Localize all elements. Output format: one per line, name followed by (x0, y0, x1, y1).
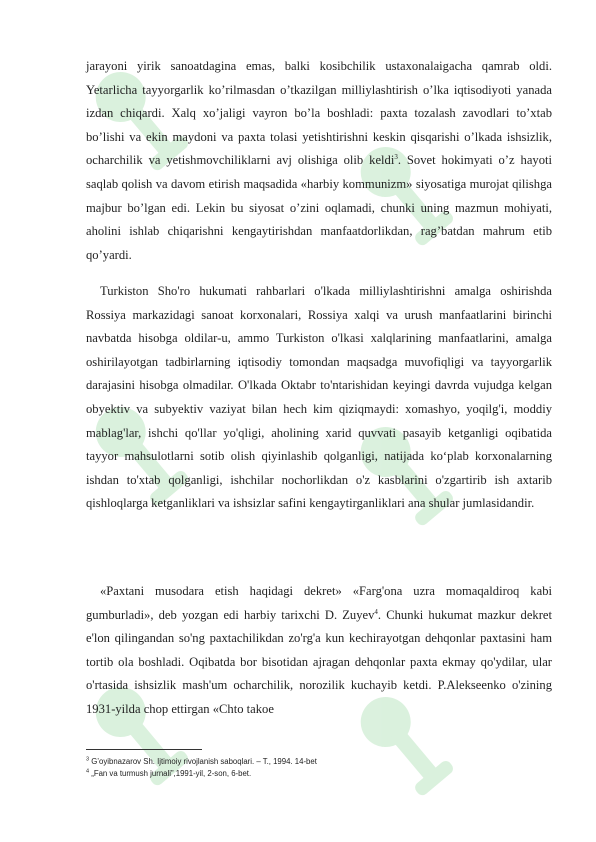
footnote-3 (86, 756, 552, 768)
paragraph-1 (86, 55, 552, 267)
footnote-4-number: 4 (86, 768, 90, 775)
paragraph-1-text: jarayoni yirik sanoatdagina emas, balki kosibchilik ustaxonalaigacha qamrab oldi. Yetarlicha tayyorgarlik ko’rilmasdan o’tkazilgan milliylashtirish o’lka iqtisodiyoti yanada izdan chiqardi. Xalq xo’jaligi vayron bo’la boshladi: paxta tozalash zavodlari to’xtab bo’lishi va ekin maydoni va paxta tolasi yetishtirishni keskin qisqarishi o’lkada ishsizlik, ocharchilik va yetishmovchiliklarni avj olishiga olib keldi (86, 59, 552, 168)
footnote-4 (86, 768, 552, 780)
footnote-divider (86, 749, 202, 750)
paragraph-3 (86, 580, 552, 722)
footnote-4-text: „Fan va turmush jurnali”,1991-yil, 2-son, 6-bet. (91, 769, 252, 778)
paragraph-1-text-after: . Sovet hokimyati o’z hayoti saqlab qolish va davom etirish maqsadida «harbiy kommunizm» siyosatiga murojat qilishga majbur bo’lgan edi. Lekin bu siyosat o’zini oqlamadi, chunki uning mazmun mohiyati, aholini ishlab chiqarishni kengaytirishdan manfaatdorlikdan, rag’batdan mahrum etib qo’yardi. (86, 153, 552, 262)
paragraph-2 (86, 280, 552, 516)
paragraph-3-text-after: . Chunki hukumat mazkur dekret e'lon qilingandan so'ng paxtachilikdan zo'rg'a kun kechirayotgan dehqonlar paxtasini ham tortib ola boshladi. Oqibatda bor bisotidan ajragan dehqonlar paxta ekmay qo'ydilar, ular o'rtasida ishsizlik mash'um ocharchilik, norozilik kuchayib ketdi. P.Alekseenko o'zining 1931-yilda chop ettirgan «Chto takoe (86, 607, 552, 716)
paragraph-2-text: Turkiston Sho'ro hukumati rahbarlari o'lkada milliylashtirishni amalga oshirishda Rossiya markazidagi sanoat korxonalari, Rossiya xalqi va urush manfaatlarini birinchi navbatda hisobga oldilar-u, ammo Turkiston o'lkasi xalqlarining manfaatlarini, amalga oshirilayotgan tadbirlarning iqtisodiy tomondan maqsadga muvofiqligi va tayyorgarlik darajasini hisobga olmadilar. O'lkada Oktabr to'ntarishidan keyingi davrda vujudga kelgan obyektiv va subyektiv vaziyat bilan hech kim qiziqmaydi: xomashyo, yoqilg'i, moddiy mablag'lar, ishchi qo'llar yo'qligi, aholining xarid quvvati pasayib ketganligi oqibatida tayyor mahsulotlarni sotib olish qiyinlashib qolganligi, natijada ko‘plab korxonalarning ishdan to'xtab qolganligi, ishchilar nochorlikdan o'z kasblarini o'zgartirib ish axtarib qishloqlarga ketganliklari va ishsizlar safini kengaytirganliklari ana shular jumlasidandir. (86, 284, 552, 511)
paragraph-3-text: «Paxtani musodara etish haqidagi dekret» «Farg'ona uzra momaqaldiroq kabi gumburladi», deb yozgan edi harbiy tarixchi D. Zuyev (86, 584, 552, 622)
footnote-3-text: G’oyibnazarov Sh. Ijtimoiy rivojlanish saboqlari. – T., 1994. 14-bet (91, 757, 317, 766)
footnote-3-number: 3 (86, 756, 90, 763)
footnote-ref-4[interactable]: 4 (374, 607, 378, 616)
footnote-ref-3[interactable]: 3 (394, 153, 398, 162)
